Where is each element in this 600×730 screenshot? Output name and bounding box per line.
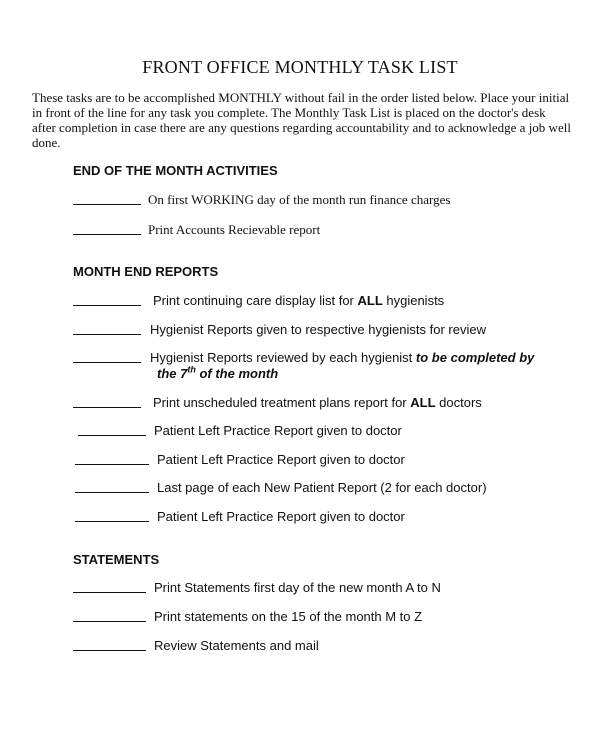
- task-label: Review Statements and mail: [154, 638, 319, 653]
- task-label: On first WORKING day of the month run finance charges: [148, 192, 451, 207]
- task-row: [0, 350, 600, 386]
- initial-blank-line[interactable]: [73, 407, 141, 408]
- initial-blank-line[interactable]: [73, 334, 141, 335]
- section-heading-month-end-reports: MONTH END REPORTS: [73, 264, 219, 279]
- task-label: Patient Left Practice Report given to doctor: [157, 509, 405, 524]
- document-title: FRONT OFFICE MONTHLY TASK LIST: [142, 57, 458, 77]
- initial-blank-line[interactable]: [73, 621, 146, 622]
- initial-blank-line[interactable]: [73, 305, 141, 306]
- task-label: Print continuing care display list for ALL hygienists: [153, 293, 445, 308]
- task-row: [0, 222, 600, 242]
- initial-blank-line[interactable]: [75, 492, 149, 493]
- task-row: [0, 423, 600, 443]
- task-row: [0, 480, 600, 500]
- task-label: Patient Left Practice Report given to doctor: [154, 423, 402, 438]
- initial-blank-line[interactable]: [73, 234, 141, 235]
- task-label: Hygienist Reports given to respective hygienists for review: [150, 322, 486, 337]
- initial-blank-line[interactable]: [75, 521, 149, 522]
- task-row: [0, 638, 600, 658]
- task-label: Hygienist Reports reviewed by each hygienist to be completed by: [150, 350, 535, 365]
- task-row: [0, 192, 600, 212]
- task-row: [0, 322, 600, 342]
- task-label: Print unscheduled treatment plans report for ALL doctors: [153, 395, 482, 410]
- task-label: Last page of each New Patient Report (2 for each doctor): [157, 480, 487, 495]
- task-label: Print statements on the 15 of the month M to Z: [154, 609, 423, 624]
- task-row: [0, 609, 600, 629]
- task-label: Print Accounts Recievable report: [148, 222, 321, 237]
- task-label-continuation: the 7th of the month: [157, 364, 279, 381]
- task-label: Patient Left Practice Report given to doctor: [157, 452, 405, 467]
- task-row: [0, 293, 600, 313]
- task-row: [0, 509, 600, 529]
- task-row: [0, 580, 600, 600]
- initial-blank-line[interactable]: [73, 650, 146, 651]
- task-row: [0, 395, 600, 415]
- initial-blank-line[interactable]: [75, 464, 149, 465]
- initial-blank-line[interactable]: [73, 204, 141, 205]
- section-heading-statements: STATEMENTS: [73, 552, 160, 567]
- intro-paragraph: These tasks are to be accomplished MONTHLY without fail in the order listed below. Place your initial in front of the line for any task you complete. The Monthly Task List is placed on the doctor's desk after completion in case there are any questions regarding accountability and to acknowledge a job well done.: [32, 90, 571, 150]
- initial-blank-line[interactable]: [73, 362, 141, 363]
- initial-blank-line[interactable]: [73, 592, 146, 593]
- initial-blank-line[interactable]: [78, 435, 146, 436]
- section-heading-end-of-month: END OF THE MONTH ACTIVITIES: [73, 163, 278, 178]
- task-row: [0, 452, 600, 472]
- task-label: Print Statements first day of the new month A to N: [154, 580, 441, 595]
